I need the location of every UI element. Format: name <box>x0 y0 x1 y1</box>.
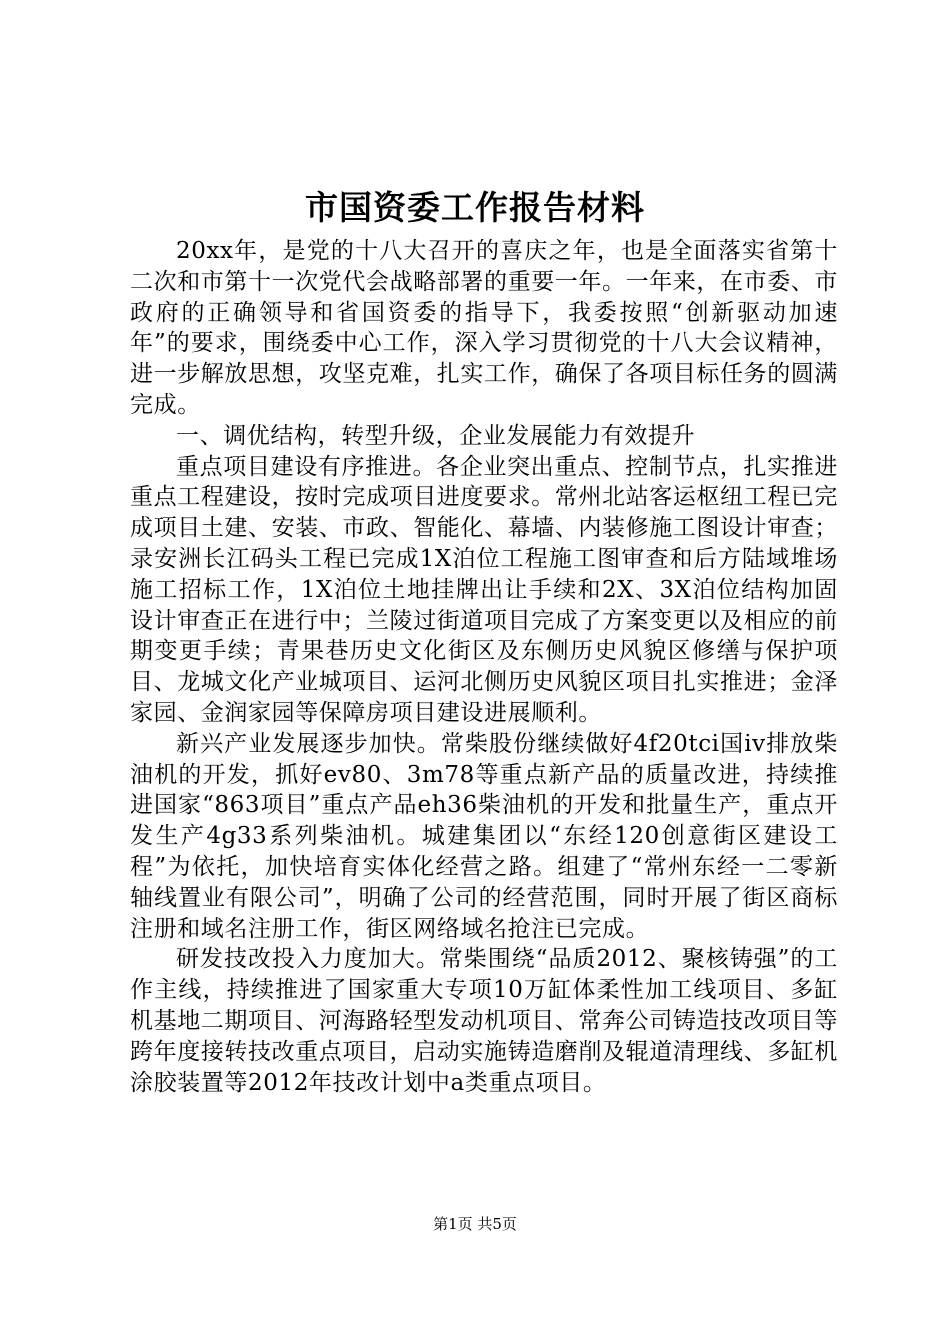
document-body <box>130 236 838 1098</box>
paragraph-rd-investment: 研发技改投入力度加大。常柴围绕“品质2012、聚核铸强”的工作主线，持续推进了国家重大专项10万缸体柔性加工线项目、多缸机基地二期项目、河海路轻型发动机项目、常奔公司铸造技改项目等跨年度接转技改重点项目，启动实施铸造磨削及辊道清理线、多缸机涂胶装置等2012年技改计划中a类重点项目。 <box>130 946 838 1096</box>
paragraph-key-projects: 重点项目建设有序推进。各企业突出重点、控制节点，扎实推进重点工程建设，按时完成项目进度要求。常州北站客运枢纽工程已完成项目土建、安装、市政、智能化、幕墙、内装修施工图设计审查；录安洲长江码头工程已完成1X泊位工程施工图审查和后方陆域堆场施工招标工作，1X泊位土地挂牌出让手续和2X、3X泊位结构加固设计审查正在进行中；兰陵过街道项目完成了方案变更以及相应的前期变更手续；青果巷历史文化街区及东侧历史风貌区修缮与保护项目、龙城文化产业城项目、运河北侧历史风貌区项目扎实推进；金泽家园、金润家园等保障房项目建设进展顺利。 <box>130 453 838 726</box>
section-heading: 一、调优结构，转型升级，企业发展能力有效提升 <box>176 422 696 449</box>
paragraph-emerging-industries: 新兴产业发展逐步加快。常柴股份继续做好4f20tci国iv排放柴油机的开发，抓好ev80、3m78等重点新产品的质量改进，持续推进国家“863项目”重点产品eh36柴油机的开发和批量生产，重点开发生产4g33系列柴油机。城建集团以“东经120创意街区建设工程”为依托，加快培育实体化经营之路。组建了“常州东经一二零新轴线置业有限公司”，明确了公司的经营范围，同时开展了街区商标注册和域名注册工作，街区网络域名抢注已完成。 <box>130 730 838 942</box>
document-title: 市国资委工作报告材料 <box>305 188 645 227</box>
page-footer: 第1页 共5页 <box>433 1215 517 1233</box>
paragraph-intro: 20xx年，是党的十八大召开的喜庆之年，也是全面落实省第十二次和市第十一次党代会战略部署的重要一年。一年来，在市委、市政府的正确领导和省国资委的指导下，我委按照“创新驱动加速年”的要求，围绕委中心工作，深入学习贯彻党的十八大会议精神，进一步解放思想，攻坚克难，扎实工作，确保了各项目标任务的圆满完成。 <box>130 238 838 418</box>
